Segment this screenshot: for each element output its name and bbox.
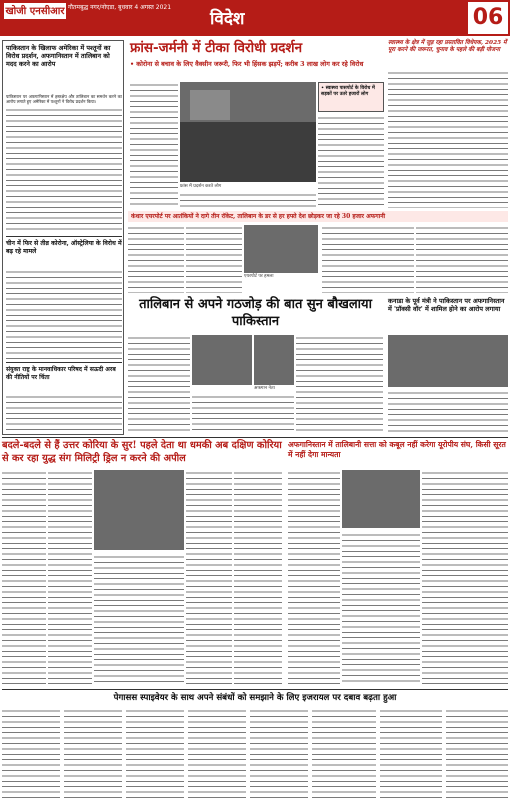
china-body-text bbox=[6, 269, 122, 359]
israel-body-text-3 bbox=[126, 708, 184, 798]
israel-body-text-7 bbox=[380, 708, 442, 798]
section-divider bbox=[2, 689, 508, 690]
taliban-headline: तालिबान से अपने गठजोड़ की बात सुन बौखलाया पाकिस्तान bbox=[139, 297, 372, 329]
canada-photo bbox=[388, 335, 508, 387]
korea-headline: बदले-बदले से हैं उत्तर कोरिया के सुर! पहले देता था धमकी अब दक्षिण कोरिया से कर रहा युद्ध संग मिलिट्री ड्रिल न करने की अपील bbox=[2, 440, 282, 464]
pakistan-body-text bbox=[6, 107, 122, 233]
protest-photo-caption: फ्रांस में प्रदर्शन करते लोग bbox=[180, 184, 222, 189]
korea-photo bbox=[94, 470, 184, 550]
afghan-body-text-3 bbox=[422, 470, 508, 685]
china-headline: चीन में फिर से तीव्र कोरोना, ऑस्ट्रेलिया के विरोध में बढ़ रहे मामले bbox=[6, 240, 122, 255]
france-highlight-text: • स्वास्थ्य पासपोर्ट के विरोध में सड़कों पर उतरे हजारों लोग bbox=[321, 85, 375, 98]
taliban-side-photo bbox=[254, 335, 294, 385]
france-headline: फ्रांस-जर्मनी में टीका विरोधी प्रदर्शन bbox=[130, 40, 303, 56]
section-divider bbox=[2, 437, 508, 438]
france-body-text-2 bbox=[180, 192, 316, 208]
attack-photo-caption: एयरपोर्ट पर हमला bbox=[244, 274, 274, 279]
saudi-headline: संयुक्त राष्ट्र के मानवाधिकार परिषद में सऊदी अरब की नीतियों पर चिंता bbox=[6, 366, 116, 381]
divider bbox=[6, 236, 122, 237]
divider bbox=[6, 362, 122, 363]
afghan-body-text bbox=[288, 470, 340, 685]
taliban-body-text-2 bbox=[192, 394, 294, 432]
france-highlight-box bbox=[318, 82, 384, 112]
attack-body-text bbox=[128, 225, 184, 293]
canada-headline: कनाडा के पूर्व मंत्री ने पाकिस्तान पर अफगानिस्तान में 'प्रॉक्सी वॉर' में शामिल होने का आरोप लगाया bbox=[388, 297, 505, 314]
israel-body-text-8 bbox=[446, 708, 508, 798]
canada-body-text bbox=[388, 390, 508, 432]
attack-body-text-2 bbox=[186, 225, 242, 293]
israel-body-text bbox=[2, 708, 60, 798]
korea-body-text-2 bbox=[48, 470, 92, 685]
right-intro-headline: स्वास्थ्य के क्षेत्र में जुड़ रहा प्रस्तावित विधेयक, 2025 में पूरा करने की जरूरत, चुनाव के पहले की बड़ी योजना bbox=[388, 40, 507, 54]
protest-photo bbox=[180, 82, 316, 182]
israel-headline: पेगासस स्पाइवेयर के साथ अपने संबंधों को समझाने के लिए इजरायल पर दबाव बढ़ता हुआ bbox=[113, 693, 397, 703]
israel-body-text-6 bbox=[312, 708, 376, 798]
korea-body-text-5 bbox=[234, 470, 282, 685]
france-body-text bbox=[130, 82, 178, 208]
newspaper-logo: खोजी एनसीआर bbox=[4, 3, 66, 19]
attack-headline: कंधार एयरपोर्ट पर आतंकियों ने दागे तीन रॉकेट, तालिबान के डर से हर हफ्ते देश छोड़कर जा रहे 30 हजार अफगानी bbox=[131, 213, 386, 220]
masthead bbox=[0, 0, 510, 36]
taliban-photo bbox=[192, 335, 252, 385]
section-title: विदेश bbox=[210, 9, 245, 29]
taliban-body-text bbox=[128, 335, 190, 432]
crowd-shape bbox=[180, 122, 316, 182]
attack-body-text-3 bbox=[322, 225, 414, 293]
pakistan-lead: पाकिस्तान पर अफगानिस्तान में हस्तक्षेप और तालिबान का समर्थन करने का आरोप लगाते हुए अमेरिका में पश्तूनों ने विरोध प्रदर्शन किया। bbox=[6, 94, 122, 105]
taliban-body-text-3 bbox=[296, 335, 383, 432]
korea-body-text-3 bbox=[94, 554, 184, 685]
israel-body-text-2 bbox=[64, 708, 122, 798]
afghan-photo bbox=[342, 470, 420, 528]
right-intro-body-text bbox=[388, 70, 508, 208]
pakistan-headline: पाकिस्तान के खिलाफ अमेरिका में पश्तूनों का विरोध प्रदर्शन, अफगानिस्तान में तालिबान को मदद करने का आरोप bbox=[6, 44, 111, 69]
korea-body-text bbox=[2, 470, 46, 685]
attack-photo bbox=[244, 225, 318, 273]
afghan-headline: अफगानिस्तान में तालिबानी सत्ता को कबूल नहीं करेगा यूरोपीय संघ, किसी सूरत में नहीं देगा मान्यता bbox=[288, 440, 506, 459]
saudi-body-text bbox=[6, 394, 122, 432]
building-shape bbox=[190, 90, 230, 120]
taliban-photo-caption: अफगान नेता bbox=[254, 386, 275, 391]
korea-body-text-4 bbox=[186, 470, 232, 685]
dateline: गौतमबुद्ध नगर/नोएडा, बुधवार 4 अगस्त 2021 bbox=[68, 4, 172, 11]
israel-body-text-4 bbox=[188, 708, 246, 798]
page-number: 06 bbox=[468, 2, 508, 34]
france-body-text-3 bbox=[318, 115, 384, 208]
afghan-body-text-2 bbox=[342, 532, 420, 685]
israel-body-text-5 bbox=[250, 708, 308, 798]
france-subheadline: • कोरोना से बचाव के लिए वैक्सीन जरूरी, फिर भी हिंसक झड़पें; करीब 3 लाख लोग कर रहे विरोध bbox=[130, 60, 364, 68]
attack-headline-band bbox=[128, 211, 508, 222]
attack-body-text-4 bbox=[416, 225, 508, 293]
left-column bbox=[2, 40, 124, 435]
